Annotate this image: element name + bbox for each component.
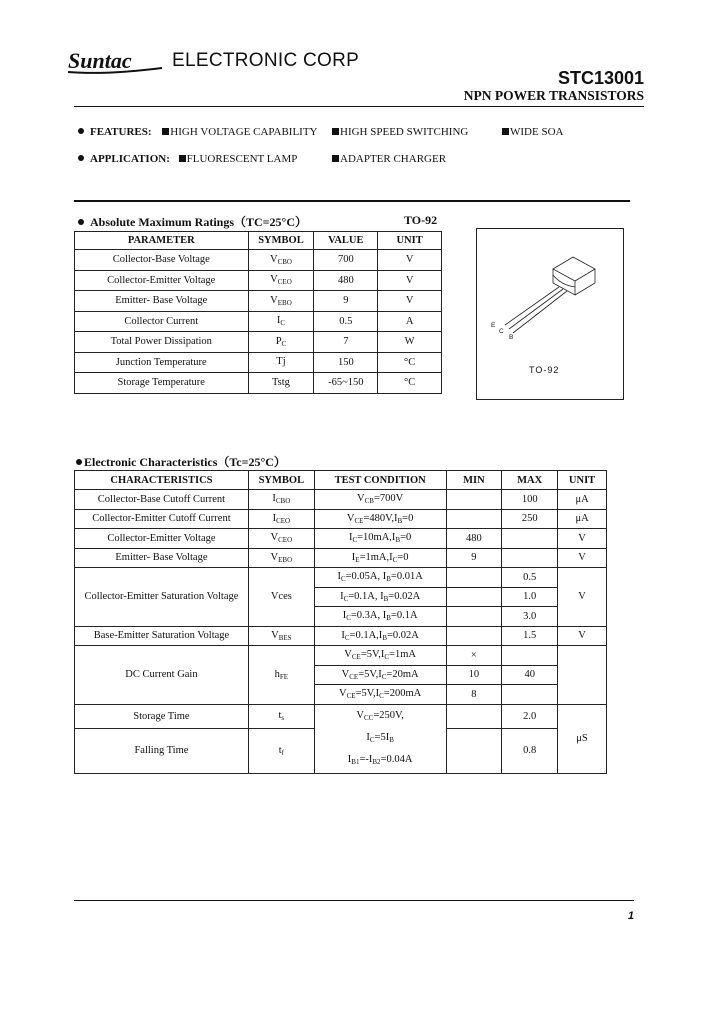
footer-rule [74, 900, 634, 901]
table-row: Junction Temperature Tj 150 °C [75, 352, 442, 373]
square-bullet-icon [332, 128, 339, 135]
pin-label: E [491, 322, 496, 329]
feature-item: HIGH VOLTAGE CAPABILITY [170, 126, 318, 138]
application-label: APPLICATION: [90, 153, 170, 165]
square-bullet-icon [179, 155, 186, 162]
square-bullet-icon [502, 128, 509, 135]
square-bullet-icon [162, 128, 169, 135]
to92-package-icon [477, 229, 623, 399]
logo-text: Suntac [68, 48, 132, 73]
abs-max-title: Absolute Maximum Ratings（TC=25°C） [78, 213, 307, 230]
package-label: TO-92 [404, 213, 438, 227]
elec-table [74, 470, 607, 774]
feature-item: WIDE SOA [510, 126, 564, 138]
features-label: FEATURES: [90, 126, 152, 138]
table-row: Total Power Dissipation $P_C$ 7 W [75, 332, 442, 353]
table-row: Collector-Emitter Voltage $V_{CEO}$ 480 V [75, 270, 442, 291]
bullet-icon [78, 128, 84, 134]
table-row: Emitter- Base Voltage $V_{EBO}$ 9 V [75, 291, 442, 312]
table-row: Emitter- Base Voltage $V_{EBO}$ $I_E=1mA,I_C=0$ 9 V [75, 548, 607, 568]
table-row: Collector-Emitter Cutoff Current $I_{CEO}$ $V_{CE}=480V,I_B=0$ 250 μA [75, 509, 607, 529]
table-row: Collector-Emitter Voltage $V_{CEO}$ $I_C=10mA,I_B=0$ 480 V [75, 529, 607, 549]
application-item: FLUORESCENT LAMP [186, 153, 298, 165]
square-bullet-icon [332, 155, 339, 162]
pin-label: B [509, 334, 514, 341]
bullet-icon [76, 459, 82, 465]
application-line [78, 153, 447, 165]
table-row: Collector Current $I_C$ 0.5 A [75, 311, 442, 332]
table-row: $V_{CE}=5V,I_C=200mA$ 8 [75, 685, 607, 705]
table-header-row: PARAMETER SYMBOL VALUE UNIT [75, 232, 442, 250]
table-row: Storage Temperature Tstg -65~150 °C [75, 373, 442, 394]
table-row: DC Current Gain $h_{FE}$ $V_{CE}=5V,I_C=1mA$ × [75, 646, 607, 666]
section-rule [74, 200, 630, 202]
table-row: Base-Emitter Saturation Voltage $V_{BES}$ $I_C=0.1A,I_B=0.02A$ 1.5 V [75, 626, 607, 646]
table-header-row: CHARACTERISTICS SYMBOL TEST CONDITION MIN MAX UNIT [75, 471, 607, 490]
page-number: 1 [627, 910, 634, 922]
table-row: Collector-Base Cutoff Current $I_{CBO}$ $V_{CB}=700V$ 100 μA [75, 490, 607, 510]
abs-max-table [74, 231, 442, 394]
package-drawing-label: TO-92 [529, 365, 560, 375]
package-drawing-box [476, 228, 624, 400]
company-name: ELECTRONIC CORP [172, 50, 360, 71]
table-row: Collector-Base Voltage $V_{CBO}$ 700 V [75, 250, 442, 271]
features-line [78, 126, 564, 138]
header-rule [74, 106, 644, 107]
feature-item: HIGH SPEED SWITCHING [340, 126, 469, 138]
table-row: Storage Time $t_s$ $V_{CC}=250V$, $I_C=5I_B$ $I_{B1}=-I_{B2}=0.04A$ 2.0 μS [75, 704, 607, 728]
part-number: STC13001 [557, 68, 644, 88]
pin-label: C [499, 328, 504, 335]
bullet-icon [78, 155, 84, 161]
table-row: $V_{CE}=5V,I_C=20mA$ 10 40 [75, 665, 607, 685]
application-item: ADAPTER CHARGER [340, 153, 447, 165]
product-subtitle: NPN POWER TRANSISTORS [463, 88, 644, 103]
company-logo [66, 46, 166, 76]
table-row: $I_C=0.3A$, $I_B=0.1A$ 3.0 [75, 607, 607, 627]
bullet-icon [78, 219, 84, 225]
table-row: Falling Time $t_f$ 0.8 [75, 728, 607, 773]
table-row: $I_C=0.1A$, $I_B=0.02A$ 1.0 [75, 587, 607, 607]
table-row: Collector-Emitter Saturation Voltage Vces $I_C=0.05A$, $I_B=0.01A$ 0.5 V [75, 568, 607, 588]
elec-title: Electronic Characteristics（Tc=25°C） [76, 453, 286, 470]
